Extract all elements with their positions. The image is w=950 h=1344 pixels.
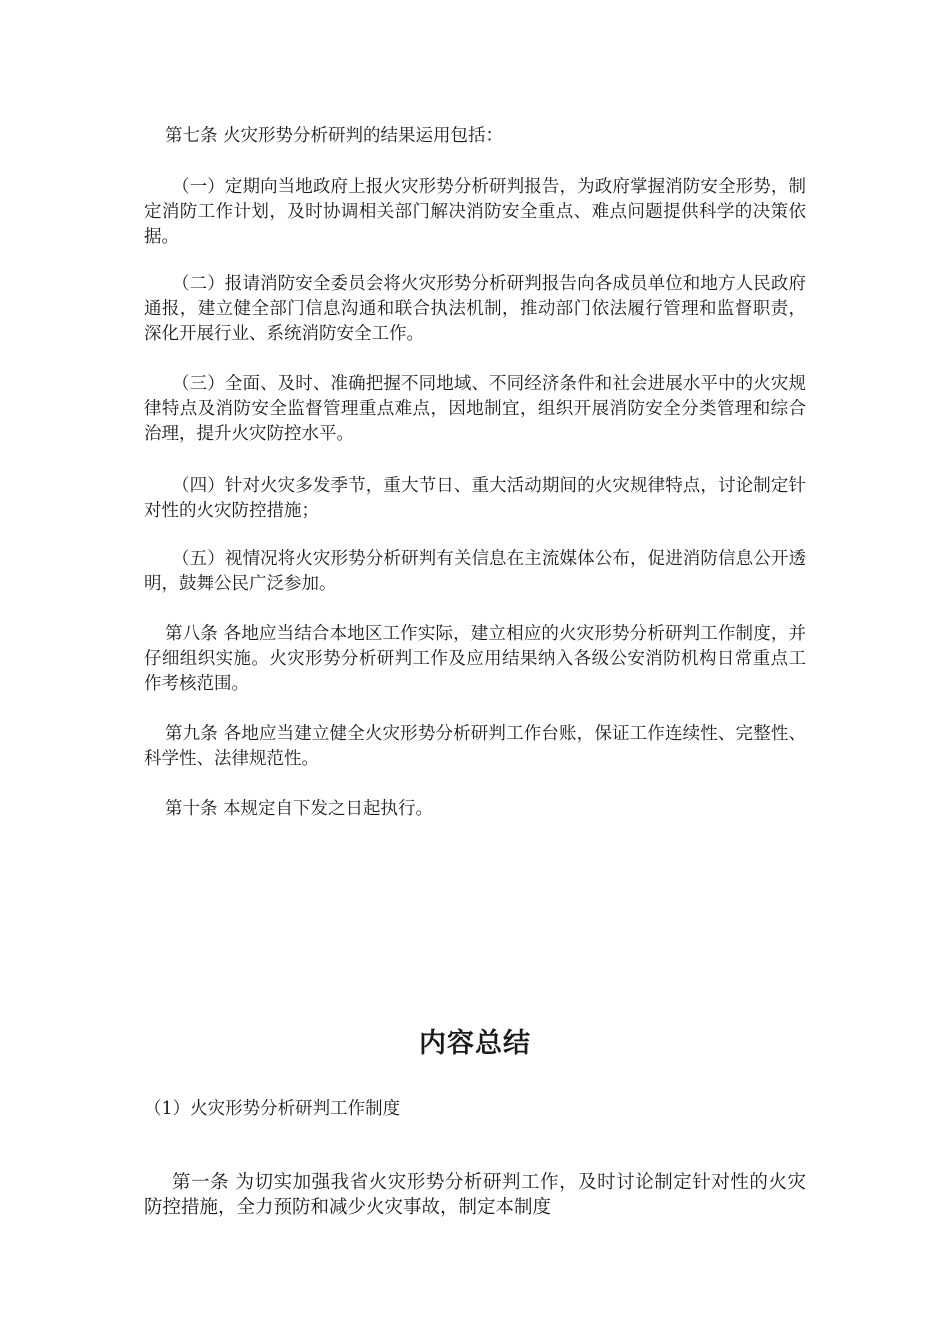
summary-article-1: 第一条 为切实加强我省火灾形势分析研判工作，及时讨论制定针对性的火灾防控措施，全力预防和减少火灾事故，制定本制度 (144, 1172, 806, 1218)
article-7-item-1: （一）定期向当地政府上报火灾形势分析研判报告，为政府掌握消防安全形势，制定消防工作计划，及时协调相关部门解决消防安全重点、难点问题提供科学的决策依据。 (144, 177, 806, 247)
summary-subheading: （1）火灾形势分析研判工作制度 (144, 1099, 401, 1119)
article-10: 第十条 本规定自下发之日起执行。 (165, 799, 434, 819)
article-7-item-3: （三）全面、及时、准确把握不同地域、不同经济条件和社会进展水平中的火灾规律特点及消防安全监督管理重点难点，因地制宜，组织开展消防安全分类管理和综合治理，提升火灾防控水平。 (144, 374, 806, 444)
article-7-item-4: （四）针对火灾多发季节，重大节日、重大活动期间的火灾规律特点，讨论制定针对性的火灾防控措施； (144, 476, 806, 521)
article-7-heading: 第七条 火灾形势分析研判的结果运用包括： (165, 126, 504, 146)
article-7-item-5: （五）视情况将火灾形势分析研判有关信息在主流媒体公布，促进消防信息公开透明，鼓舞公民广泛参加。 (144, 549, 806, 594)
article-7-item-2: （二）报请消防安全委员会将火灾形势分析研判报告向各成员单位和地方人民政府通报，建立健全部门信息沟通和联合执法机制，推动部门依法履行管理和监督职责，深化开展行业、系统消防安全工作。 (144, 274, 806, 344)
article-8: 第八条 各地应当结合本地区工作实际，建立相应的火灾形势分析研判工作制度，并仔细组织实施。火灾形势分析研判工作及应用结果纳入各级公安消防机构日常重点工作考核范围。 (144, 624, 806, 694)
summary-title: 内容总结 (419, 1028, 531, 1059)
article-9: 第九条 各地应当建立健全火灾形势分析研判工作台账，保证工作连续性、完整性、科学性、法律规范性。 (144, 724, 806, 769)
